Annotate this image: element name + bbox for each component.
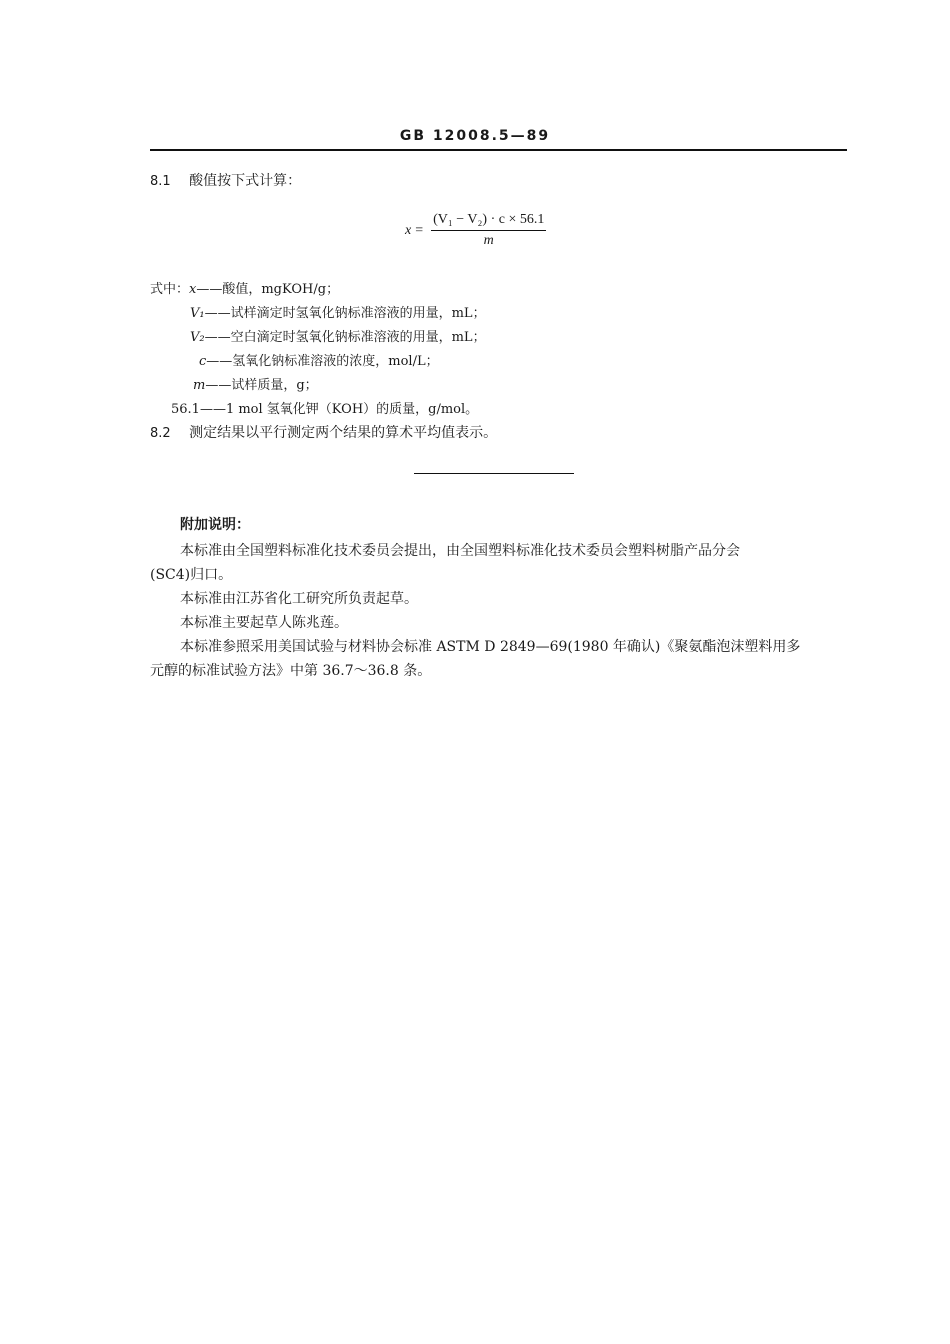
where-label: 式中： <box>150 282 190 297</box>
header-rule <box>150 149 847 151</box>
variable-row <box>193 374 318 393</box>
variable-symbol: V₂ <box>190 330 205 345</box>
notes-heading: 附加说明： <box>180 517 250 533</box>
formula-equals: = <box>415 222 424 238</box>
section-8-2-text: 测定结果以平行测定两个结果的算术平均值表示。 <box>189 425 498 441</box>
end-separator-rule <box>414 473 574 474</box>
variable-definition: ——氢氧化钠标准溶液的浓度，mol/L； <box>206 354 439 369</box>
section-8-2 <box>150 422 497 442</box>
notes-paragraph-cont: 元醇的标准试验方法》中第 36.7～36.8 条。 <box>150 663 432 679</box>
notes-paragraph-cont: (SC4)归口。 <box>150 567 233 583</box>
variable-row <box>199 350 439 369</box>
variable-symbol: 56.1 <box>171 402 200 417</box>
notes-paragraph: 本标准参照采用美国试验与材料协会标准 ASTM D 2849—69(1980 年确认)《聚氨酯泡沫塑料用多 <box>180 639 801 655</box>
variable-symbol: c <box>199 354 207 369</box>
variable-row <box>190 302 486 321</box>
section-8-1-number: 8.1 <box>150 174 171 189</box>
variable-row <box>150 278 339 297</box>
formula-numerator: (V₁ − V₂) · c × 56.1 <box>431 212 546 231</box>
variable-definition: ——空白滴定时氢氧化钠标准溶液的用量，mL； <box>204 330 486 345</box>
variable-row <box>190 326 486 345</box>
formula-lhs: x <box>405 222 412 238</box>
formula-denominator: m <box>483 233 494 248</box>
standard-code: GB 12008.5—89 <box>399 128 551 144</box>
section-8-1 <box>150 170 301 190</box>
section-8-2-number: 8.2 <box>150 426 171 441</box>
variable-definition: ——试样滴定时氢氧化钠标准溶液的用量，mL； <box>204 306 486 321</box>
variable-symbol: V₁ <box>190 306 205 321</box>
variable-definition: ——1 mol 氢氧化钾（KOH）的质量，g/mol。 <box>199 402 479 417</box>
variable-definition: ——试样质量，g； <box>205 378 318 393</box>
variable-row <box>171 398 478 417</box>
variable-symbol: m <box>193 378 206 393</box>
acid-value-formula <box>405 212 546 249</box>
section-8-1-text: 酸值按下式计算： <box>189 173 302 189</box>
variable-definition: ——酸值，mgKOH/g； <box>196 282 340 297</box>
notes-paragraph: 本标准由全国塑料标准化技术委员会提出，由全国塑料标准化技术委员会塑料树脂产品分会 <box>180 543 740 559</box>
notes-paragraph: 本标准主要起草人陈兆莲。 <box>180 615 348 631</box>
variable-symbol: x <box>189 282 197 297</box>
formula-fraction <box>431 212 546 249</box>
notes-paragraph: 本标准由江苏省化工研究所负责起草。 <box>180 591 418 607</box>
